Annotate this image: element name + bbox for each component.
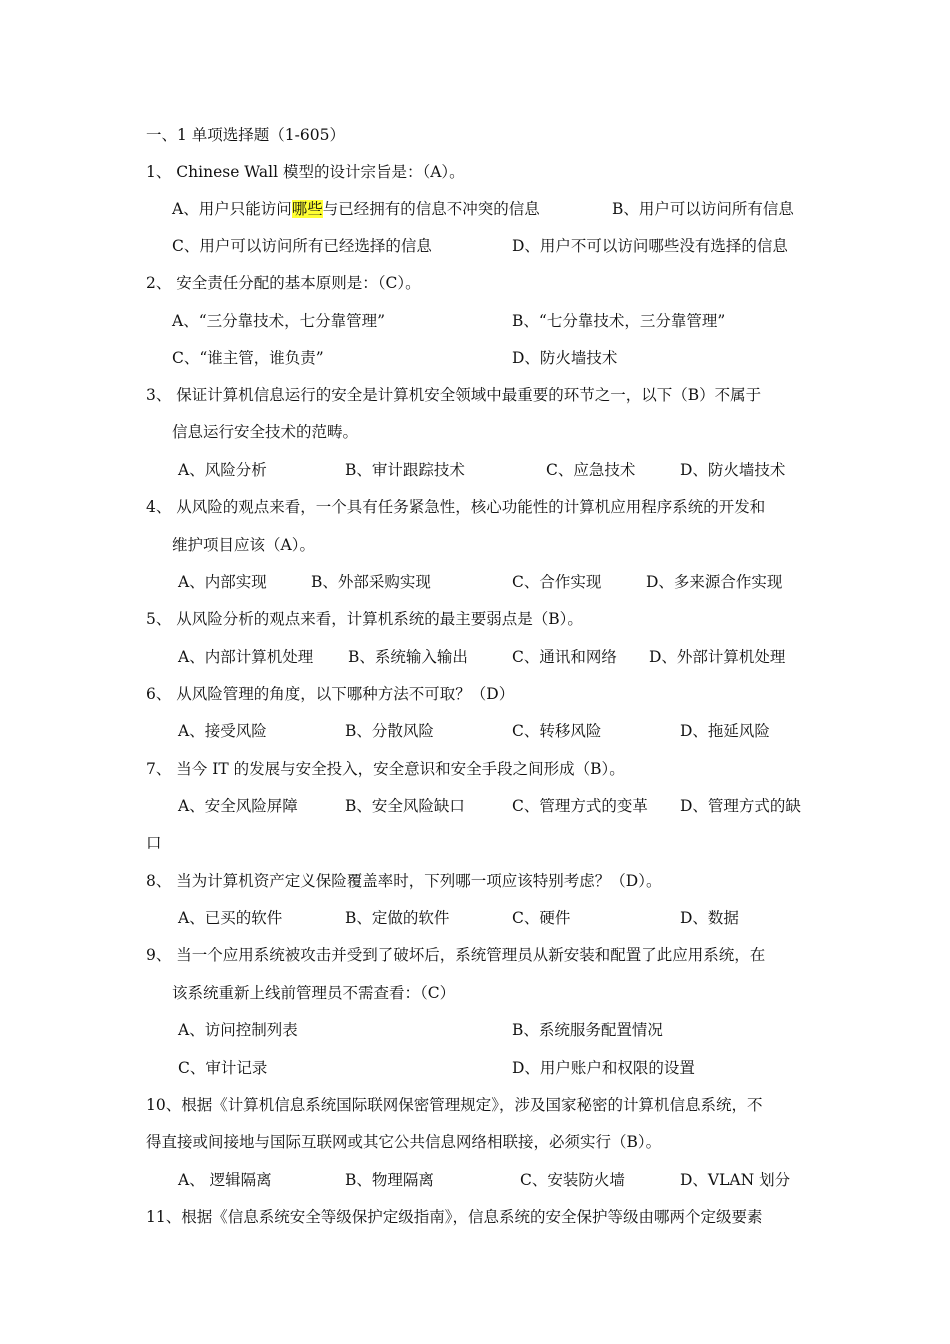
q2-option-c: C、“谁主管，谁负责” xyxy=(172,349,324,367)
question-6: 6、 从风险管理的角度，以下哪种方法不可取？（D） xyxy=(146,685,515,703)
question-10: 10、根据《计算机信息系统国际联网保密管理规定》，涉及国家秘密的计算机信息系统，不 xyxy=(146,1096,763,1114)
q3-option-c: C、应急技术 xyxy=(546,461,636,479)
q1-option-c: C、用户可以访问所有已经选择的信息 xyxy=(172,237,432,255)
q7-option-b: B、安全风险缺口 xyxy=(345,797,465,815)
question-7: 7、 当今 IT 的发展与安全投入，安全意识和安全手段之间形成（B）。 xyxy=(146,760,625,778)
q9-option-c: C、审计记录 xyxy=(178,1059,268,1077)
q5-option-a: A、内部计算机处理 xyxy=(178,648,314,666)
q3-option-a: A、风险分析 xyxy=(178,461,267,479)
q10-option-a: A、 逻辑隔离 xyxy=(178,1171,272,1189)
q5-option-b: B、系统输入输出 xyxy=(348,648,468,666)
question-10-cont: 得直接或间接地与国际互联网或其它公共信息网络相联接，必须实行（B）。 xyxy=(146,1133,662,1151)
q10-option-d: D、VLAN 划分 xyxy=(680,1171,791,1189)
section-title: 一、1 单项选择题（1-605） xyxy=(146,126,345,144)
q6-option-b: B、分散风险 xyxy=(345,722,434,740)
q8-option-d: D、数据 xyxy=(680,909,739,927)
question-8: 8、 当为计算机资产定义保险覆盖率时，下列哪一项应该特别考虑？（D）。 xyxy=(146,872,662,890)
q7-option-a: A、安全风险屏障 xyxy=(178,797,298,815)
question-11: 11、根据《信息系统安全等级保护定级指南》，信息系统的安全保护等级由哪两个定级要素 xyxy=(146,1208,763,1226)
q4-option-c: C、合作实现 xyxy=(512,573,602,591)
q4-option-d: D、多来源合作实现 xyxy=(646,573,783,591)
q5-option-c: C、通讯和网络 xyxy=(512,648,617,666)
q7-option-d: D、管理方式的缺 xyxy=(680,797,801,815)
question-5: 5、 从风险分析的观点来看，计算机系统的最主要弱点是（B）。 xyxy=(146,610,583,628)
q1-option-b: B、用户可以访问所有信息 xyxy=(612,200,794,218)
question-2: 2、 安全责任分配的基本原则是：（C）。 xyxy=(146,274,421,292)
q7-option-d-wrap: 口 xyxy=(146,834,162,852)
q10-option-c: C、安装防火墙 xyxy=(520,1171,625,1189)
q9-option-d: D、用户账户和权限的设置 xyxy=(512,1059,695,1077)
q4-option-b: B、外部采购实现 xyxy=(311,573,431,591)
q2-option-d: D、防火墙技术 xyxy=(512,349,618,367)
question-4: 4、 从风险的观点来看，一个具有任务紧急性，核心功能性的计算机应用程序系统的开发和 xyxy=(146,498,766,516)
q2-option-a: A、“三分靠技术，七分靠管理” xyxy=(172,312,386,330)
question-9: 9、 当一个应用系统被攻击并受到了破坏后，系统管理员从新安装和配置了此应用系统，在 xyxy=(146,946,766,964)
q7-option-c: C、管理方式的变革 xyxy=(512,797,648,815)
q8-option-a: A、已买的软件 xyxy=(178,909,283,927)
q6-option-c: C、转移风险 xyxy=(512,722,602,740)
q4-option-a: A、内部实现 xyxy=(178,573,267,591)
q3-option-d: D、防火墙技术 xyxy=(680,461,786,479)
question-3: 3、 保证计算机信息运行的安全是计算机安全领域中最重要的环节之一，以下（B）不属于 xyxy=(146,386,762,404)
question-1: 1、 Chinese Wall 模型的设计宗旨是：（A）。 xyxy=(146,163,465,181)
q1-option-d: D、用户不可以访问哪些没有选择的信息 xyxy=(512,237,788,255)
question-4-cont: 维护项目应该（A）。 xyxy=(172,536,315,554)
q5-option-d: D、外部计算机处理 xyxy=(649,648,786,666)
question-9-cont: 该系统重新上线前管理员不需查看：（C） xyxy=(172,984,456,1002)
q8-option-c: C、硬件 xyxy=(512,909,571,927)
question-3-cont: 信息运行安全技术的范畴。 xyxy=(172,423,359,441)
q6-option-d: D、拖延风险 xyxy=(680,722,770,740)
q1-option-a: A、用户只能访问哪些与已经拥有的信息不冲突的信息 xyxy=(172,200,540,218)
q6-option-a: A、接受风险 xyxy=(178,722,267,740)
q9-option-a: A、访问控制列表 xyxy=(178,1021,298,1039)
q9-option-b: B、系统服务配置情况 xyxy=(512,1021,663,1039)
q10-option-b: B、物理隔离 xyxy=(345,1171,434,1189)
q3-option-b: B、审计跟踪技术 xyxy=(345,461,465,479)
highlighted-text: 哪些 xyxy=(291,200,323,218)
q2-option-b: B、“七分靠技术，三分靠管理” xyxy=(512,312,726,330)
q8-option-b: B、定做的软件 xyxy=(345,909,450,927)
